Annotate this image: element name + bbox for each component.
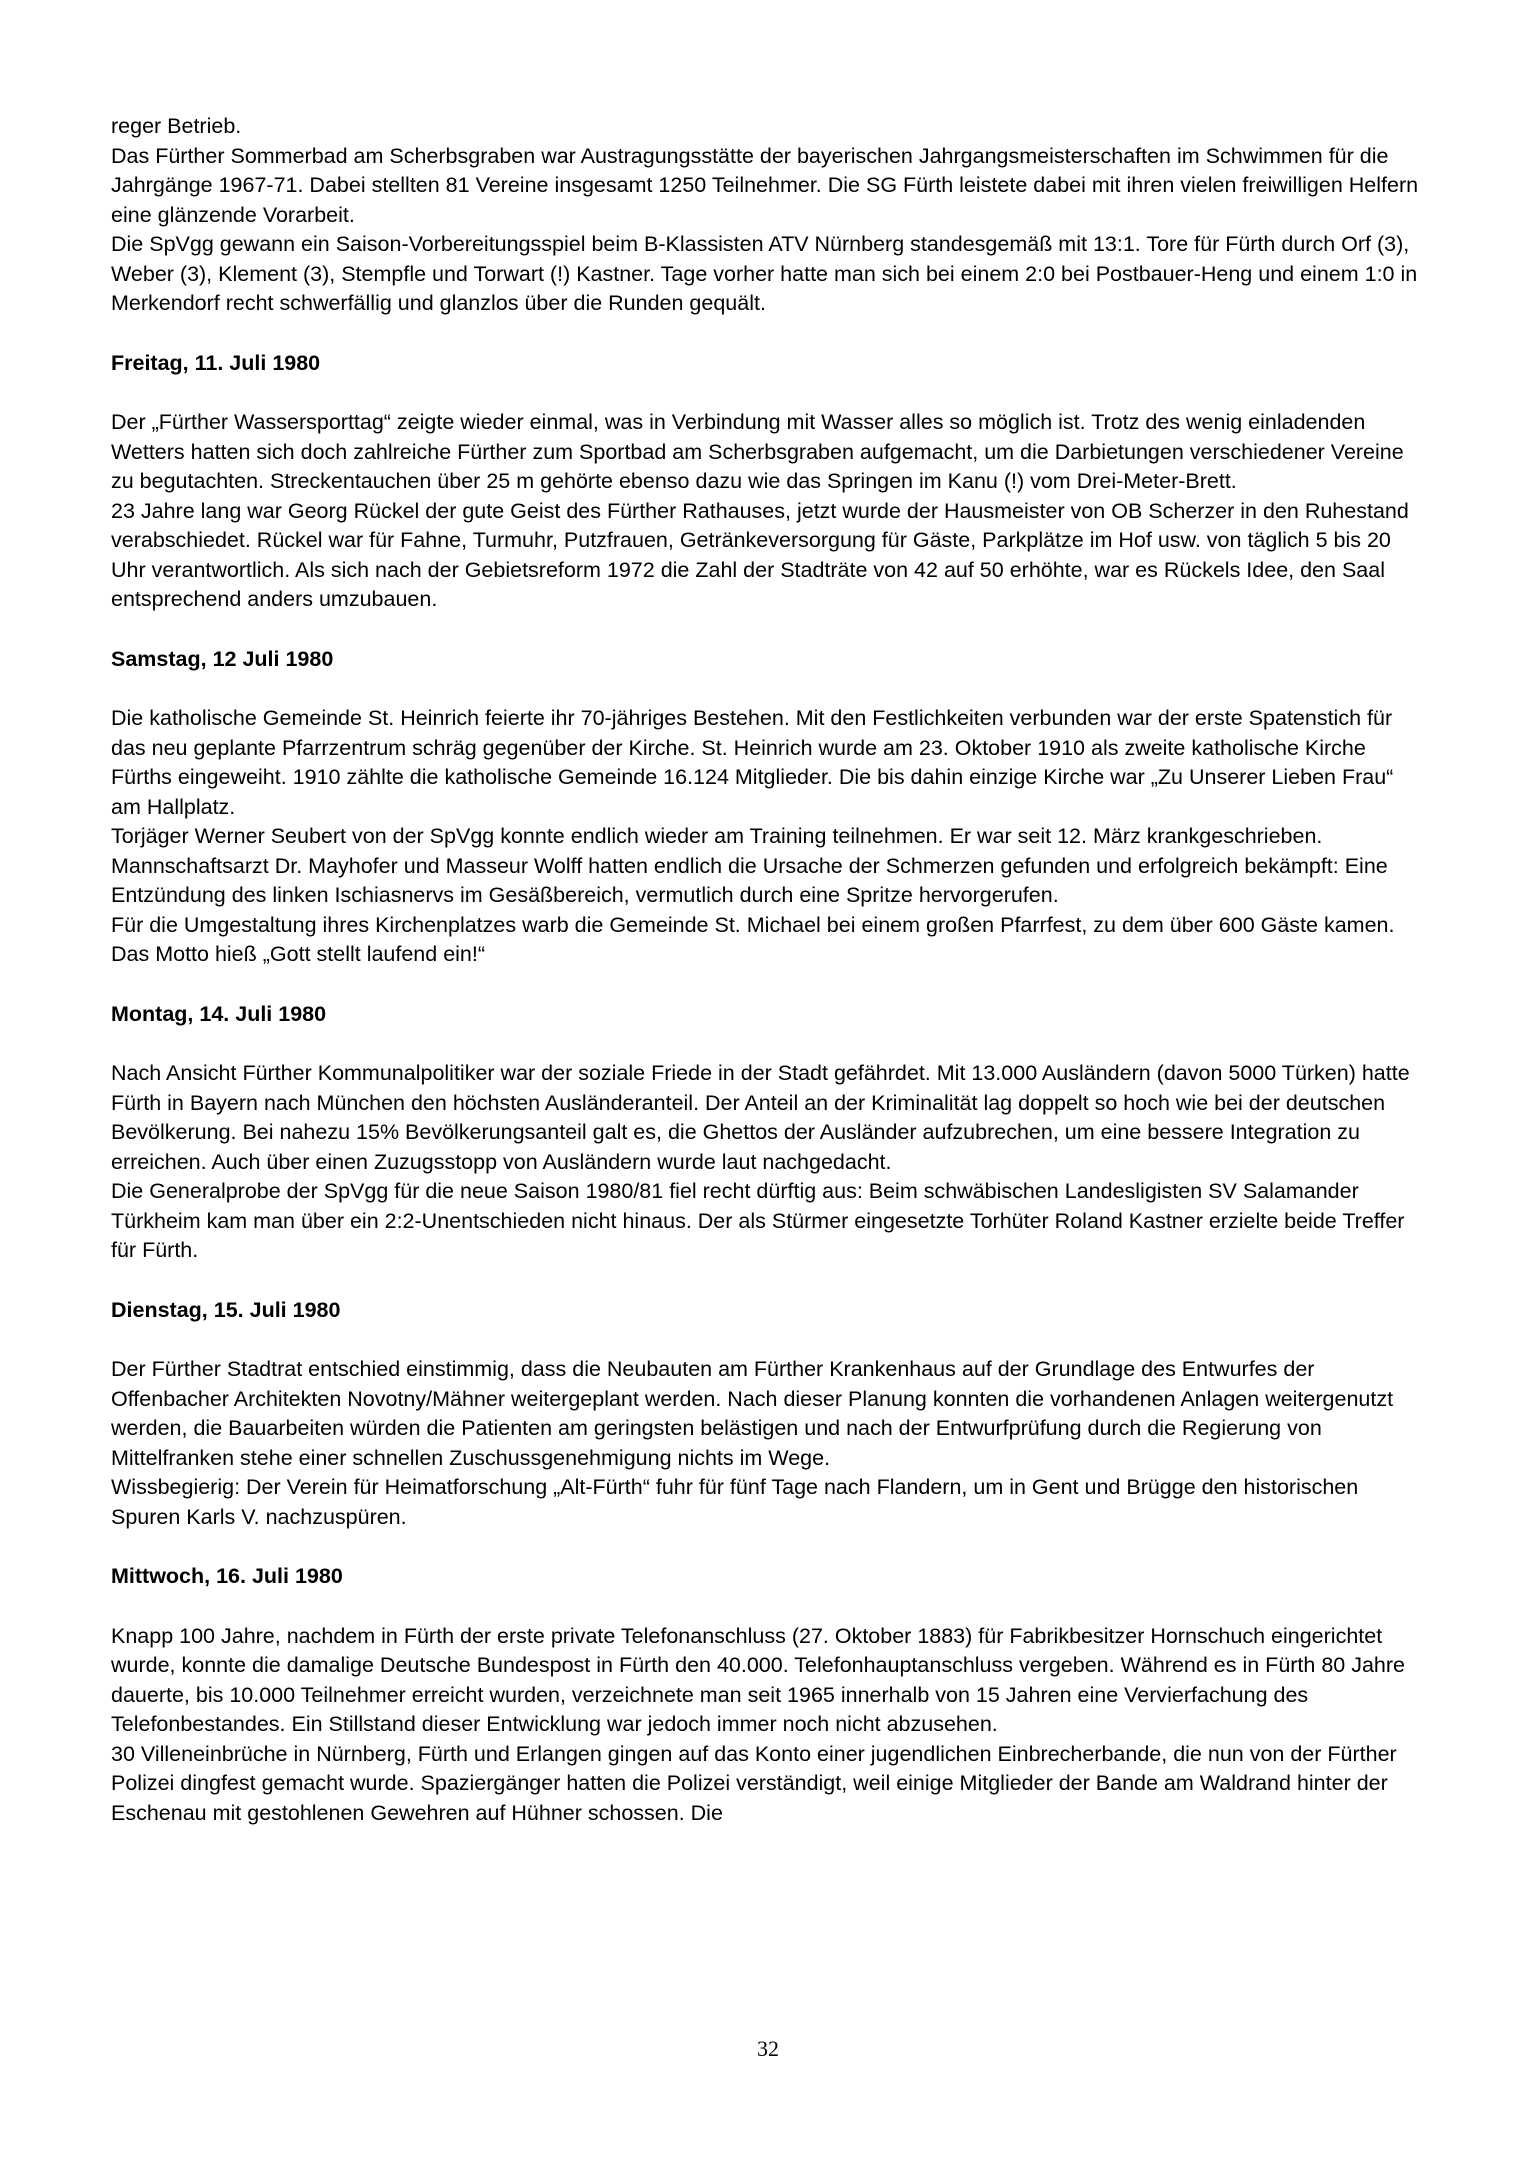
- section-paragraph: Nach Ansicht Fürther Kommunalpolitiker war der soziale Friede in der Stadt gefährdet. Mit 13.000 Ausländern (davon 5000 Türken) hatte Fürth in Bayern nach München den höchsten Ausländeranteil. Der Anteil an der Kriminalität lag doppelt so hoch wie bei der deutschen Bevölkerung. Bei nahezu 15% Bevölkerungsanteil galt es, die Ghettos der Ausländer aufzubrechen, um eine bessere Integration zu erreichen. Auch über einen Zuzugsstopp von Ausländern wurde laut nachgedacht.: [111, 1061, 1410, 1174]
- intro-paragraph: Die SpVgg gewann ein Saison-Vorbereitungsspiel beim B-Klassisten ATV Nürnberg standesgemäß mit 13:1. Tore für Fürth durch Orf (3), Weber (3), Klement (3), Stempfle und Torwart (!) Kastner. Tage vorher hatte man sich bei einem 2:0 bei Postbauer-Heng und einem 1:0 in Merkendorf recht schwerfällig und glanzlos über die Runden gequält.: [111, 232, 1418, 315]
- section-montag: [111, 1000, 1421, 1266]
- page-number: 32: [757, 2036, 779, 2061]
- section-mittwoch: [111, 1562, 1421, 1828]
- section-paragraph: 23 Jahre lang war Georg Rückel der gute Geist des Fürther Rathauses, jetzt wurde der Hausmeister von OB Scherzer in den Ruhestand verabschiedet. Rückel war für Fahne, Turmuhr, Putzfrauen, Getränkeversorgung für Gäste, Parkplätze im Hof usw. von täglich 5 bis 20 Uhr verantwortlich. Als sich nach der Gebietsreform 1972 die Zahl der Stadträte von 42 auf 50 erhöhte, war es Rückels Idee, den Saal entsprechend anders umzubauen.: [111, 498, 1409, 611]
- section-samstag: [111, 645, 1421, 970]
- section-paragraph: Die Generalprobe der SpVgg für die neue Saison 1980/81 fiel recht dürftig aus: Beim schwäbischen Landesligisten SV Salamander Türkheim kam man über ein 2:2-Unentschieden nicht hinaus. Der als Stürmer eingesetzte Torhüter Roland Kastner erzielte beide Treffer für Fürth.: [111, 1179, 1405, 1262]
- section-dienstag: [111, 1296, 1421, 1533]
- section-paragraph: Der „Fürther Wassersporttag“ zeigte wieder einmal, was in Verbindung mit Wasser alles so möglich ist. Trotz des wenig einladenden Wetters hatten sich doch zahlreiche Fürther zum Sportbad am Scherbsgraben aufgemacht, um die Darbietungen verschiedener Vereine zu begutachten. Streckentauchen über 25 m gehörte ebenso dazu wie das Springen im Kanu (!) vom Drei-Meter-Brett.: [111, 410, 1404, 493]
- section-paragraph: Torjäger Werner Seubert von der SpVgg konnte endlich wieder am Training teilnehmen. Er war seit 12. März krankgeschrieben. Mannschaftsarzt Dr. Mayhofer und Masseur Wolff hatten endlich die Ursache der Schmerzen gefunden und erfolgreich bekämpft: Eine Entzündung des linken Ischiasnervs im Gesäßbereich, vermutlich durch eine Spritze hervorgerufen.: [111, 824, 1388, 907]
- section-paragraph: Die katholische Gemeinde St. Heinrich feierte ihr 70-jähriges Bestehen. Mit den Festlichkeiten verbunden war der erste Spatenstich für das neu geplante Pfarrzentrum schräg gegenüber der Kirche. St. Heinrich wurde am 23. Oktober 1910 als zweite katholische Kirche Fürths eingeweiht. 1910 zählte die katholische Gemeinde 16.124 Mitglieder. Die bis dahin einzige Kirche war „Zu Unserer Lieben Frau“ am Hallplatz.: [111, 706, 1394, 819]
- section-paragraph: Knapp 100 Jahre, nachdem in Fürth der erste private Telefonanschluss (27. Oktober 1883) für Fabrikbesitzer Hornschuch eingerichtet wurde, konnte die damalige Deutsche Bundespost in Fürth den 40.000. Telefonhauptanschluss vergeben. Während es in Fürth 80 Jahre dauerte, bis 10.000 Teilnehmer erreicht wurden, verzeichnete man seit 1965 innerhalb von 15 Jahren eine Vervierfachung des Telefonbestandes. Ein Stillstand dieser Entwicklung war jedoch immer noch nicht abzusehen.: [111, 1623, 1406, 1736]
- section-heading: Montag, 14. Juli 1980: [111, 1001, 327, 1026]
- intro-block: [111, 112, 1421, 319]
- section-paragraph: Der Fürther Stadtrat entschied einstimmig, dass die Neubauten am Fürther Krankenhaus auf der Grundlage des Entwurfes der Offenbacher Architekten Novotny/Mähner weitergeplant werden. Nach dieser Planung konnten die vorhandenen Anlagen weitergenutzt werden, die Bauarbeiten würden die Patienten am geringsten belästigen und nach der Entwurfprüfung durch die Regierung von Mittelfranken stehe einer schnellen Zuschussgenehmigung nichts im Wege.: [111, 1357, 1394, 1470]
- section-heading: Mittwoch, 16. Juli 1980: [111, 1564, 343, 1588]
- intro-paragraph: Das Fürther Sommerbad am Scherbsgraben war Austragungsstätte der bayerischen Jahrgangsmeisterschaften im Schwimmen für die Jahrgänge 1967-71. Dabei stellten 81 Vereine insgesamt 1250 Teilnehmer. Die SG Fürth leistete dabei mit ihren vielen freiwilligen Helfern eine glänzende Vorarbeit.: [111, 143, 1419, 227]
- section-heading: Dienstag, 15. Juli 1980: [111, 1297, 341, 1322]
- section-paragraph: Wissbegierig: Der Verein für Heimatforschung „Alt-Fürth“ fuhr für fünf Tage nach Flandern, um in Gent und Brügge den historischen Spuren Karls V. nachzuspüren.: [111, 1475, 1359, 1529]
- section-paragraph: 30 Villeneinbrüche in Nürnberg, Fürth und Erlangen gingen auf das Konto einer jugendlichen Einbrecherbande, die nun von der Fürther Polizei dingfest gemacht wurde. Spaziergänger hatten die Polizei verständigt, weil einige Mitglieder der Bande am Waldrand hinter der Eschenau mit gestohlenen Gewehren auf Hühner schossen. Die: [111, 1741, 1397, 1825]
- page-content: [111, 112, 1421, 1828]
- section-heading: Freitag, 11. Juli 1980: [111, 350, 321, 375]
- section-heading: Samstag, 12 Juli 1980: [111, 646, 334, 671]
- section-paragraph: Für die Umgestaltung ihres Kirchenplatzes warb die Gemeinde St. Michael bei einem großen Pfarrfest, zu dem über 600 Gäste kamen. Das Motto hieß „Gott stellt laufend ein!“: [111, 912, 1395, 966]
- intro-paragraph: reger Betrieb.: [111, 114, 242, 138]
- section-freitag: [111, 349, 1421, 615]
